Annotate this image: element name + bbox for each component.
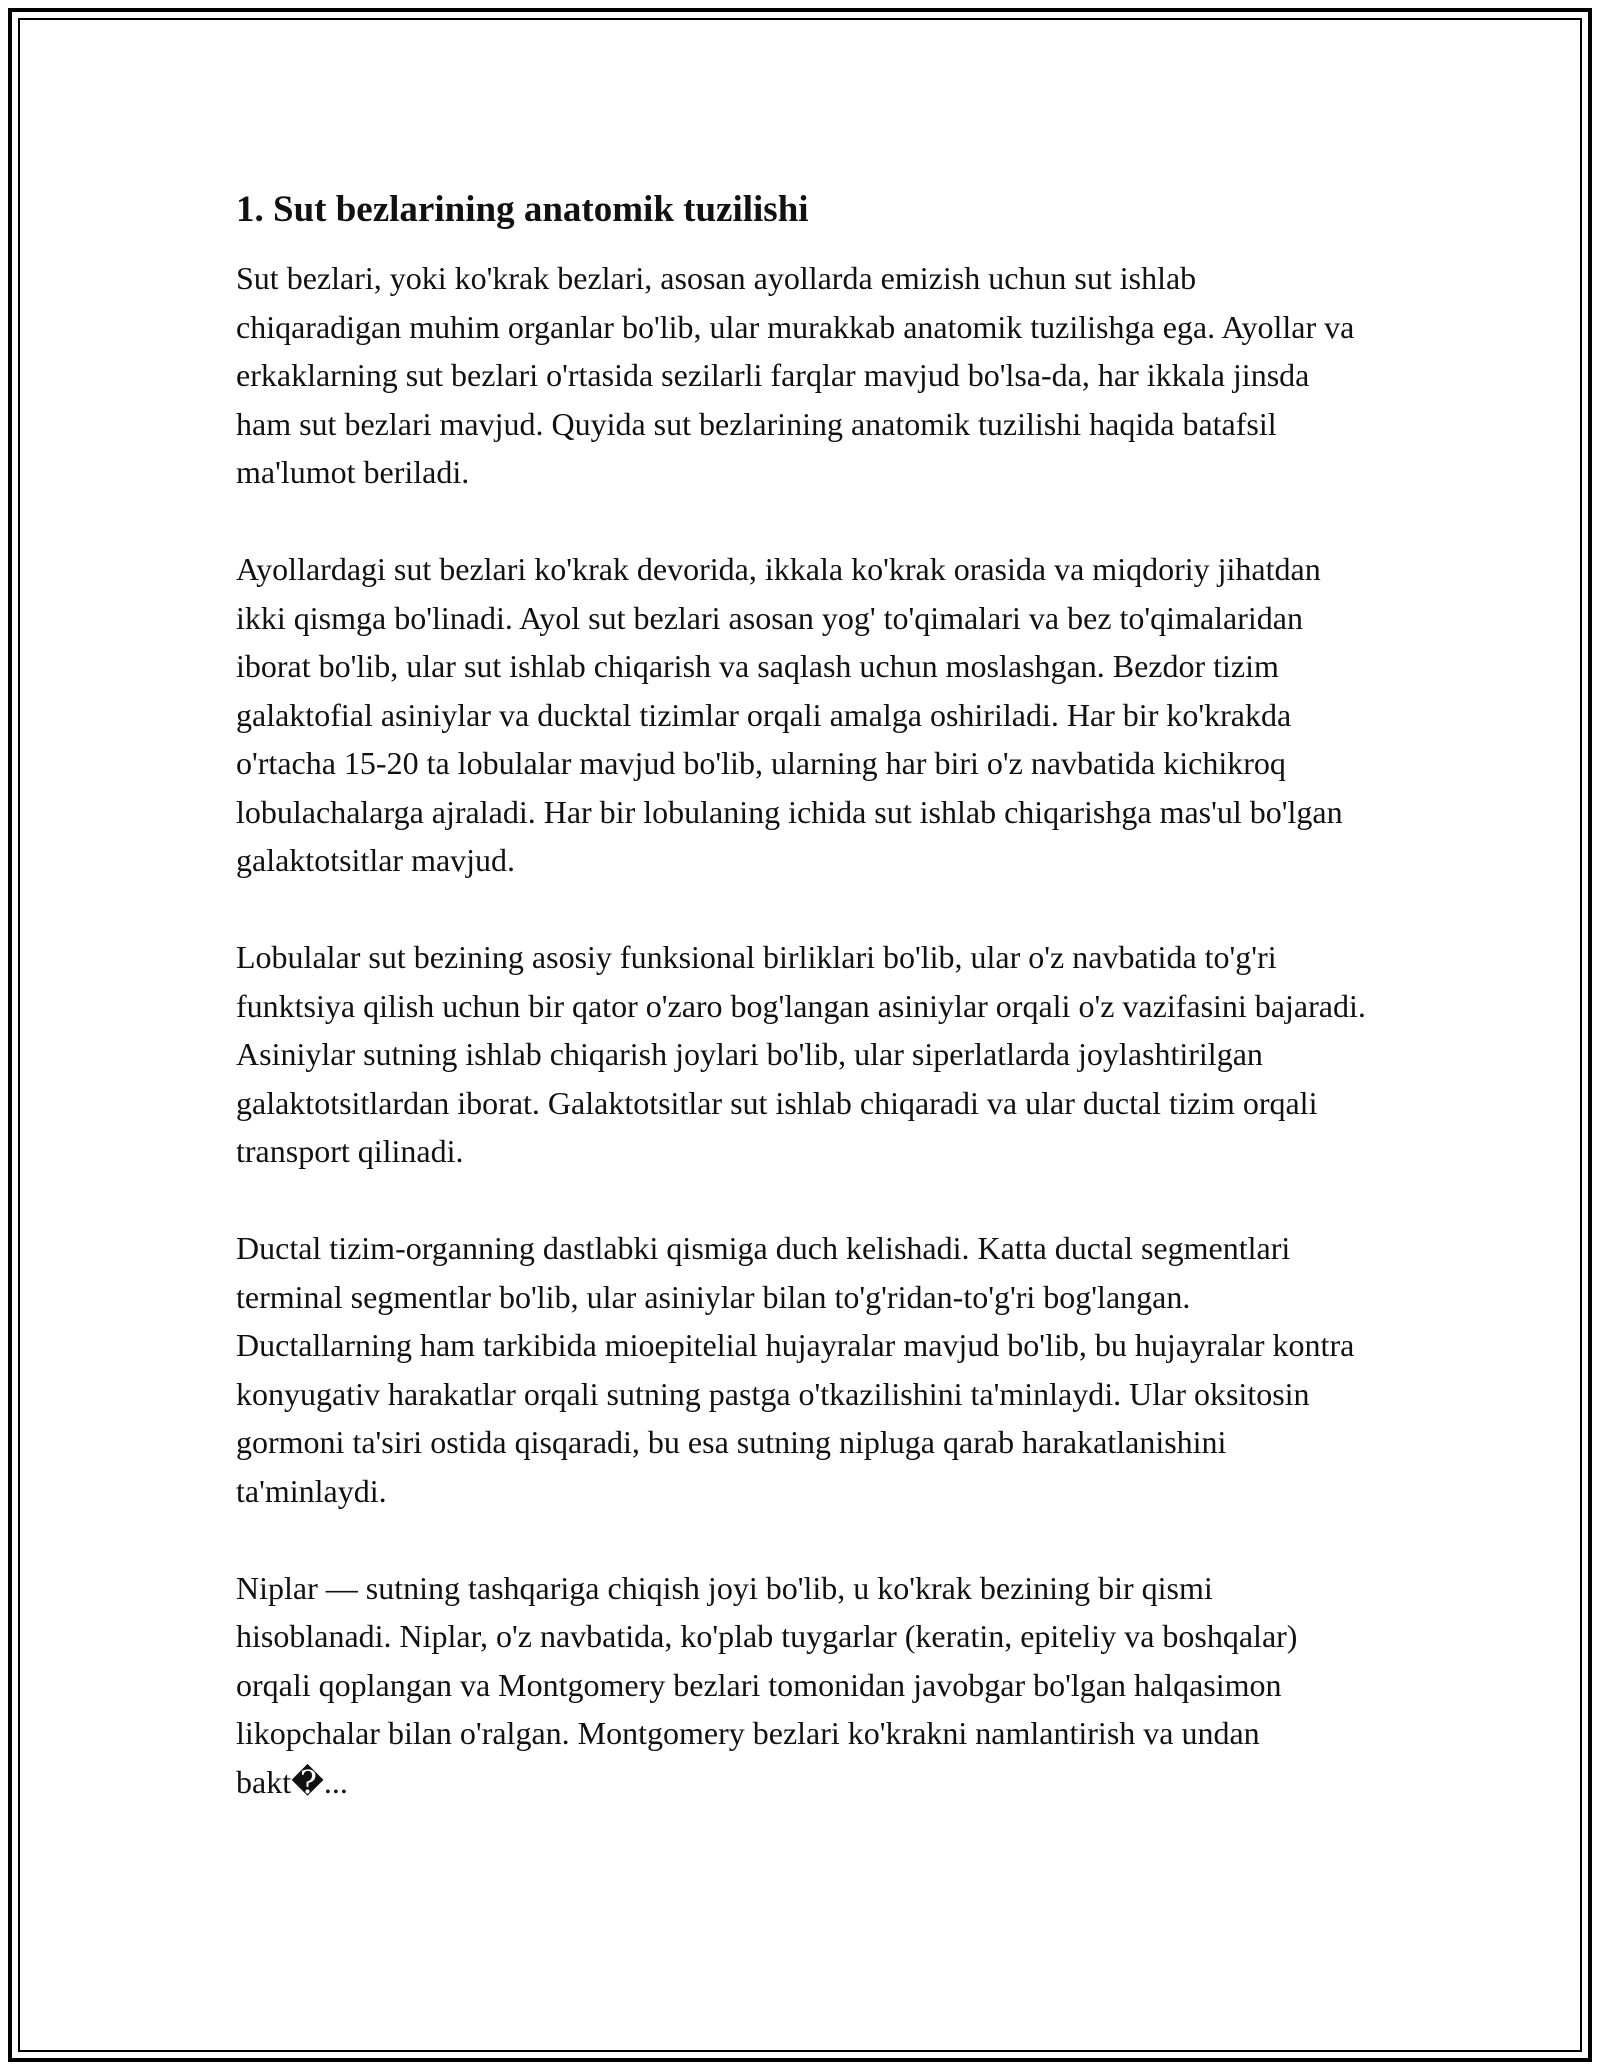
paragraph-nipples: Niplar — sutning tashqariga chiqish joyi bo'lib, u ko'krak bezining bir qismi hisoblanadi. Niplar, o'z navbatida, ko'plab tuygarlar (keratin, epiteliy va boshqalar) orqali qoplangan va Montgomery bezlari tomonidan javobgar bo'lgan halqasimon likopchalar bilan o'ralgan. Montgomery bezlari ko'krakni namlantirish va undan bakt�... [236, 1569, 1298, 1800]
paragraph-female-glands: Ayollardagi sut bezlari ko'krak devorida, ikkala ko'krak orasida va miqdoriy jihatdan ikki qismga bo'linadi. Ayol sut bezlari asosan yog' to'qimalari va bez to'qimalaridan iborat bo'lib, ular sut ishlab chiqarish va saqlash uchun moslashgan. Bezdor tizim galaktofial asiniylar va ducktal tizimlar orqali amalga oshiriladi. Har bir ko'krakda o'rtacha 15-20 ta lobulalar mavjud bo'lib, ularning har biri o'z navbatida kichikroq lobulachalarga ajraladi. Har bir lobulaning ichida sut ishlab chiqarishga mas'ul bo'lgan galaktotsitlar mavjud. [236, 551, 1343, 878]
document-body [236, 184, 1366, 1855]
section-heading: 1. Sut bezlarining anatomik tuzilishi [236, 189, 809, 230]
paragraph-lobules: Lobulalar sut bezining asosiy funksional birliklari bo'lib, ular o'z navbatida to'g'ri funktsiya qilish uchun bir qator o'zaro bog'langan asiniylar orqali o'z vazifasini bajaradi. Asiniylar sutning ishlab chiqarish joylari bo'lib, ular siperlatlarda joylashtirilgan galaktotsitlardan iborat. Galaktotsitlar sut ishlab chiqaradi va ular ductal tizim orqali transport qilinadi. [236, 939, 1366, 1169]
paragraph-intro: Sut bezlari, yoki ko'krak bezlari, asosan ayollarda emizish uchun sut ishlab chiqaradigan muhim organlar bo'lib, ular murakkab anatomik tuzilishga ega. Ayollar va erkaklarning sut bezlari o'rtasida sezilarli farqlar mavjud bo'lsa-da, har ikkala jinsda ham sut bezlari mavjud. Quyida sut bezlarining anatomik tuzilishi haqida batafsil ma'lumot beriladi. [236, 260, 1355, 490]
paragraph-ductal-system: Ductal tizim-organning dastlabki qismiga duch kelishadi. Katta ductal segmentlari terminal segmentlar bo'lib, ular asiniylar bilan to'g'ridan-to'g'ri bog'langan. Ductallarning ham tarkibida mioepitelial hujayralar mavjud bo'lib, bu hujayralar kontra konyugativ harakatlar orqali sutning pastga o'tkazilishini ta'minlaydi. Ular oksitosin gormoni ta'siri ostida qisqaradi, bu esa sutning nipluga qarab harakatlanishini ta'minlaydi. [236, 1230, 1355, 1509]
